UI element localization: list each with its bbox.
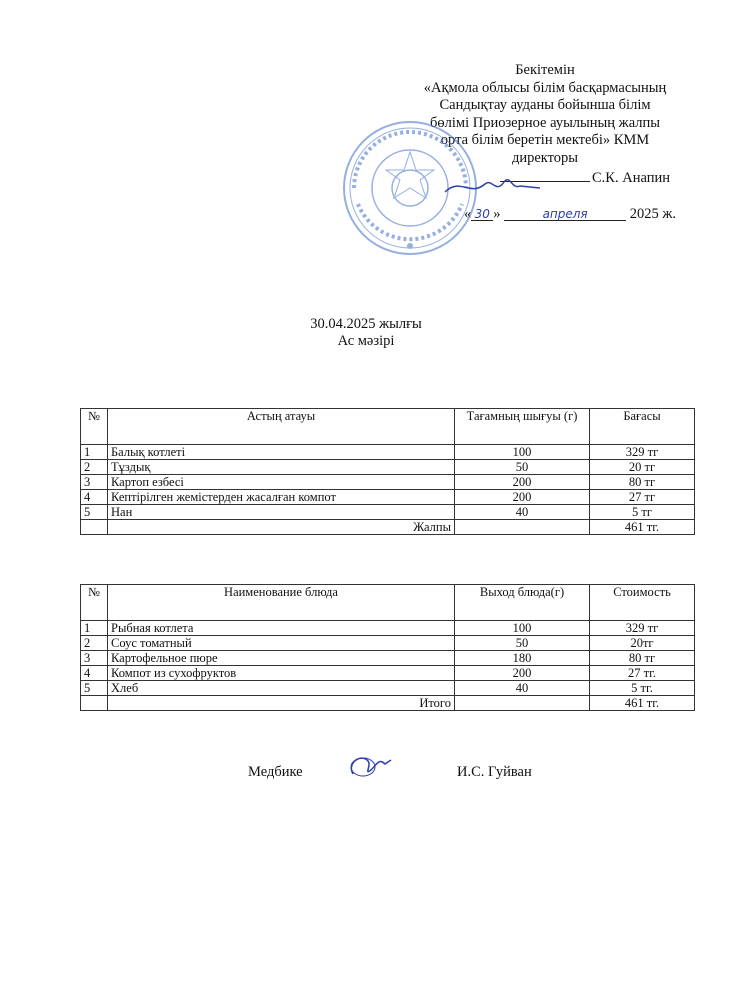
table-header-row bbox=[81, 409, 695, 445]
date-day-value: 30 bbox=[474, 206, 490, 221]
header-name: Наименование блюда bbox=[108, 585, 455, 621]
header-num: № bbox=[81, 409, 108, 445]
table-total-row bbox=[81, 696, 695, 711]
cell-price: 5 тг. bbox=[590, 681, 695, 696]
cell-num: 5 bbox=[81, 681, 108, 696]
nurse-role: Медбике bbox=[248, 764, 303, 780]
date-year: 2025 ж. bbox=[629, 205, 677, 222]
header-price: Стоимость bbox=[590, 585, 695, 621]
total-label: Итого bbox=[108, 696, 455, 711]
cell-num: 4 bbox=[81, 666, 108, 681]
approval-line-5: орта білім беретін мектебі» КММ bbox=[440, 132, 650, 148]
cell-weight: 200 bbox=[455, 490, 590, 505]
cell-name: Тұздық bbox=[108, 460, 455, 475]
approval-line-4: бөлімі Приозерное ауылының жалпы bbox=[430, 114, 660, 131]
menu-title: Ас мәзірі bbox=[337, 333, 395, 349]
table-row bbox=[81, 460, 695, 475]
approval-line-2: «Ақмола облысы білім басқармасының bbox=[423, 79, 667, 96]
nurse-name: И.С. Гуйван bbox=[457, 764, 532, 780]
approval-line-1: Бекітемін bbox=[515, 62, 575, 78]
cell-weight: 50 bbox=[455, 460, 590, 475]
director-signature-icon bbox=[440, 172, 550, 202]
signer-name: С.К. Анапин bbox=[592, 170, 670, 186]
table-row bbox=[81, 621, 695, 636]
total-value: 461 тг. bbox=[590, 696, 695, 711]
cell-name: Компот из сухофруктов bbox=[108, 666, 455, 681]
table-row bbox=[81, 636, 695, 651]
menu-table-kz bbox=[80, 408, 695, 535]
cell-name: Картофельное пюре bbox=[108, 651, 455, 666]
cell-price: 27 тг. bbox=[590, 666, 695, 681]
cell-weight: 100 bbox=[455, 621, 590, 636]
date-open-quote: « bbox=[463, 205, 472, 222]
cell-num: 2 bbox=[81, 636, 108, 651]
nurse-signature-icon bbox=[345, 752, 395, 782]
cell-name: Рыбная котлета bbox=[108, 621, 455, 636]
cell-num: 1 bbox=[81, 445, 108, 460]
header-weight: Выход блюда(г) bbox=[455, 585, 590, 621]
table-row bbox=[81, 490, 695, 505]
cell-name: Картоп езбесі bbox=[108, 475, 455, 490]
total-label: Жалпы bbox=[108, 520, 455, 535]
cell-empty bbox=[455, 696, 590, 711]
cell-price: 329 тг bbox=[590, 621, 695, 636]
header-price: Бағасы bbox=[590, 409, 695, 445]
table-row bbox=[81, 445, 695, 460]
cell-weight: 40 bbox=[455, 505, 590, 520]
cell-num: 3 bbox=[81, 651, 108, 666]
cell-num: 4 bbox=[81, 490, 108, 505]
cell-num: 5 bbox=[81, 505, 108, 520]
cell-weight: 200 bbox=[455, 666, 590, 681]
cell-weight: 40 bbox=[455, 681, 590, 696]
cell-weight: 200 bbox=[455, 475, 590, 490]
table-row bbox=[81, 666, 695, 681]
cell-name: Нан bbox=[108, 505, 455, 520]
table-row bbox=[81, 681, 695, 696]
header-num: № bbox=[81, 585, 108, 621]
table-row bbox=[81, 651, 695, 666]
approval-line-6: директоры bbox=[511, 149, 579, 166]
cell-num: 2 bbox=[81, 460, 108, 475]
table-row bbox=[81, 505, 695, 520]
cell-price: 27 тг bbox=[590, 490, 695, 505]
cell-empty bbox=[81, 696, 108, 711]
cell-weight: 50 bbox=[455, 636, 590, 651]
table-total-row bbox=[81, 520, 695, 535]
cell-weight: 100 bbox=[455, 445, 590, 460]
date-month bbox=[504, 206, 626, 221]
cell-num: 1 bbox=[81, 621, 108, 636]
cell-name: Кептірілген жемістерден жасалған компот bbox=[108, 490, 455, 505]
table-row bbox=[81, 475, 695, 490]
date-close-quote: » bbox=[493, 205, 501, 222]
header-weight: Тағамның шығуы (г) bbox=[455, 409, 590, 445]
total-value: 461 тг. bbox=[590, 520, 695, 535]
cell-price: 80 тг bbox=[590, 651, 695, 666]
cell-empty bbox=[81, 520, 108, 535]
cell-price: 20 тг bbox=[590, 460, 695, 475]
date-month-value: апреля bbox=[542, 206, 588, 221]
cell-num: 3 bbox=[81, 475, 108, 490]
cell-name: Балық котлеті bbox=[108, 445, 455, 460]
menu-table-ru bbox=[80, 584, 695, 711]
cell-name: Соус томатный bbox=[108, 636, 455, 651]
table-header-row bbox=[81, 585, 695, 621]
cell-empty bbox=[455, 520, 590, 535]
approval-line-3: Сандықтау ауданы бойынша білім bbox=[439, 97, 651, 113]
cell-price: 5 тг bbox=[590, 505, 695, 520]
cell-price: 20тг bbox=[590, 636, 695, 651]
cell-price: 80 тг bbox=[590, 475, 695, 490]
header-name: Астың атауы bbox=[108, 409, 455, 445]
menu-date-heading: 30.04.2025 жылғы bbox=[310, 316, 422, 332]
cell-price: 329 тг bbox=[590, 445, 695, 460]
cell-name: Хлеб bbox=[108, 681, 455, 696]
cell-weight: 180 bbox=[455, 651, 590, 666]
